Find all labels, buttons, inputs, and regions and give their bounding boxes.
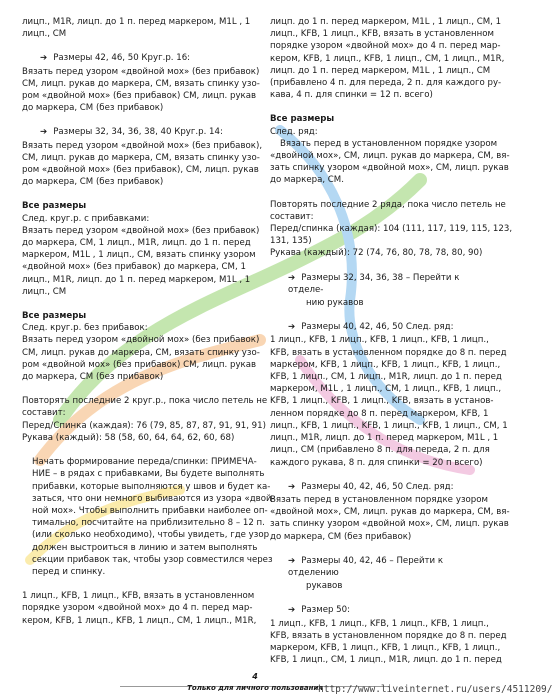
page-number: 4 (252, 672, 258, 681)
text-line: KFB, 1 лицп., СМ, 1 лицп., M1R, лицп. до 1 п. перед (270, 655, 502, 666)
sizes-32-38-separate (270, 272, 488, 310)
text-line: След. ряд: (270, 126, 318, 137)
section-title: Все размеры (270, 114, 335, 125)
text-line: лицп., KFB, 1 лицп., KFB, вязать в установленном (270, 29, 495, 40)
text-line: лицп. до 1 п. перед маркером, M1L , 1 лицп., СМ, 1 (270, 17, 502, 27)
section-title: Все размеры (22, 311, 87, 322)
text-line: заться, что они немного выбиваются из узора «двой- (32, 493, 275, 504)
text-line: Повторять последние 2 круг.р., пока число петель не (22, 396, 268, 407)
section-heading-cont: нию рукавов (306, 298, 364, 309)
section-title: Все размеры (22, 201, 87, 212)
all-sizes-block (270, 113, 510, 186)
text-line: ленном порядке до 8 п. перед маркером, KFB, 1 (270, 408, 489, 419)
section-heading: ➔ Размеры 32, 34, 36, 38 – Перейти к отделе- (288, 272, 460, 295)
text-line: Вязать перед узором «двойной мох» (без прибавок), (22, 140, 263, 151)
text-line: 1 лицп., KFB, 1 лицп., KFB, вязать в установленном (22, 591, 255, 602)
section-heading: ➔ Размер 50: (288, 605, 351, 616)
arrow-icon: ➔ (288, 605, 296, 616)
text-line: ной мох». Чтобы выполнить прибавки наиболее оп- (32, 505, 268, 516)
text-line: НИЕ – в рядах с прибавками, Вы будете выполнять (32, 469, 265, 480)
all-sizes-plain-block (22, 310, 260, 383)
left-column (22, 16, 275, 639)
text-line: лицп., СМ (22, 29, 67, 40)
text-line: ром «двойной мох» (без прибавок) СМ, лицп. рукав (22, 359, 257, 370)
text-line: до маркера, СМ (без прибавок) (270, 531, 412, 542)
text-line: зать спинку узором «двойной мох», СМ, лицп. рукав (270, 163, 509, 174)
all-sizes-increase-block (22, 200, 260, 298)
text-line: Вязать перед в установленном порядке узором (270, 494, 488, 505)
arrow-icon: ➔ (288, 322, 296, 333)
text-line: «двойной мох», СМ, лицп. рукав до маркера, СМ, вя- (270, 151, 510, 162)
text-line: кером, KFB, 1 лицп., KFB, 1 лицп., СМ, 1 лицп., M1R, (22, 615, 257, 626)
text-line: СМ, лицп. рукав до маркера, СМ, вязать спинку узо- (22, 78, 260, 89)
right-column (270, 16, 513, 678)
text-line: Вязать перед в установленном порядке узором (280, 138, 498, 149)
stitch-count-front-back: Перед/Спинка (каждая): 76 (79, 85, 87, 87, 91, 91, 91) (22, 420, 266, 431)
text-line: тимально, посчитайте на приблизительно 8 – 12 п. (32, 518, 265, 529)
text-line: должен выстроиться в линию и затем выполнять (32, 542, 258, 553)
sizes-40-50-plain (270, 481, 510, 543)
arrow-icon: ➔ (288, 481, 296, 492)
text-line: секции прибавок так, чтобы узор совместился через (32, 554, 273, 565)
continued-text (270, 16, 505, 101)
text-line: ром «двойной мох» (без прибавок) СМ, лицп. рукав (22, 91, 257, 102)
text-line: ром «двойной мох» (без прибавок), СМ, лицп. рукав (22, 165, 259, 176)
stitch-count-sleeves: Рукава (каждый): 58 (58, 60, 64, 64, 62, 60, 68) (22, 432, 235, 443)
text-line: маркером, KFB, 1 лицп., KFB, 1 лицп., KFB, 1 лицп., (270, 359, 501, 370)
repeat-block-right (270, 199, 513, 260)
intro-text (22, 16, 251, 40)
footer-note: Только для личного пользования (187, 684, 323, 692)
watermark-url: http://www.liveinternet.ru/users/4511209/ (318, 684, 553, 695)
sizes-40-50-increase (270, 321, 508, 468)
text-line: лицп., M1R, лицп. до 1 п. перед маркером, M1L , 1 (22, 274, 251, 285)
text-line: KFB, вязать в установленном порядке до 8 п. перед (270, 630, 507, 641)
text-line: лицп., KFB, 1 лицп., KFB, 1 лицп., KFB, 1 лицп., СМ, 1 (270, 420, 508, 431)
text-line: Вязать перед узором «двойной мох» (без прибавок) (22, 225, 260, 236)
text-line: маркером, KFB, 1 лицп., KFB, 1 лицп., KFB, 1 лицп., (270, 642, 501, 653)
arrow-icon: ➔ (40, 53, 48, 64)
text-line: лицп., M1R, лицп. до 1 п. перед маркером, M1L , 1 (270, 433, 499, 444)
arrow-icon: ➔ (288, 272, 296, 283)
text-line: до маркера, СМ (без прибавок) (22, 372, 164, 383)
text-line: KFB, вязать в установленном порядке до 8 п. перед (270, 347, 507, 358)
text-line: лицп., M1R, лицп. до 1 п. перед маркером, M1L , 1 (22, 17, 251, 27)
text-line: зать спинку узором «двойной мох», СМ, лицп. рукав (270, 519, 509, 530)
text-line: прибавки, которые выполняются у швов и будет ка- (32, 481, 271, 492)
text-line: составит: (22, 408, 66, 419)
text-line: СМ, лицп. рукав до маркера, СМ, вязать спинку узо- (22, 152, 260, 163)
text-line: лицп. до 1 п. перед маркером, M1L , 1 лицп., СМ (270, 65, 491, 76)
size-50-block (270, 604, 507, 666)
text-line: «двойной мох» (без прибавок) до маркера, СМ, 1 (22, 262, 246, 273)
section-heading: ➔ Размеры 42, 46, 50 Круг.р. 16: (40, 53, 191, 64)
text-line: След. круг.р. без прибавок: (22, 323, 148, 334)
section-heading: ➔ Размеры 40, 42, 46 – Перейти к отделению (288, 555, 444, 578)
text-line: перед и спинку. (32, 566, 106, 577)
text-line: (или сколько необходимо), чтобы увидеть, где узор (32, 530, 270, 541)
text-line: порядке узором «двойной мох» до 4 п. перед мар- (270, 41, 501, 52)
text-line: Повторять последние 2 ряда, пока число петель не (270, 199, 506, 210)
text-line: кава, 4 п. для спинки = 12 п. всего) (270, 90, 433, 101)
text-line: каждого рукава, 8 п. для спинки = 20 п всего) (270, 457, 483, 468)
text-line: Начать формирование переда/спинки: ПРИМЕЧА- (32, 457, 257, 468)
section-heading: ➔ Размеры 40, 42, 46, 50 След. ряд: (288, 322, 454, 333)
section-heading: ➔ Размеры 32, 34, 36, 38, 40 Круг.р. 14: (40, 127, 223, 138)
text-line: След. круг.р. с прибавками: (22, 213, 150, 224)
text-line: Вязать перед узором «двойной мох» (без прибавок) (22, 335, 260, 346)
sizes-40-46-separate (270, 555, 488, 593)
text-line: «двойной мох», СМ, лицп. рукав до маркера, СМ, вя- (270, 507, 510, 518)
text-line: 1 лицп., KFB, 1 лицп., KFB, 1 лицп., KFB, 1 лицп., (270, 335, 489, 346)
text-line: Вязать перед узором «двойной мох» (без прибавок) (22, 66, 260, 77)
text-line: до маркера, СМ. (270, 175, 344, 186)
text-line: 131, 135) (270, 236, 312, 247)
text-line: маркером, M1L , 1 лицп., СМ, 1 лицп., KFB, 1 лицп., (270, 384, 502, 395)
shaping-note-block (22, 456, 275, 578)
text-line: (прибавлено 4 п. для переда, 2 п. для каждого ру- (270, 78, 502, 89)
text-line: KFB, 1 лицп., СМ, 1 лицп., M1R, лицп. до 1 п. перед (270, 372, 502, 383)
sizes-42-50-block (22, 52, 260, 114)
sizes-32-40-block (22, 126, 263, 188)
repeat-block (22, 395, 268, 444)
text-line: порядке узором «двойной мох» до 4 п. перед мар- (22, 603, 253, 614)
arrow-icon: ➔ (288, 555, 296, 566)
arrow-icon: ➔ (40, 127, 48, 138)
stitch-count-front-back: Перед/спинка (каждая): 104 (111, 117, 119, 115, 123, (270, 224, 513, 235)
section-heading-cont: рукавов (306, 581, 343, 592)
text-line: составит: (270, 211, 314, 222)
increase-row-block (22, 590, 257, 627)
text-line: KFB, 1 лицп., KFB, 1 лицп., KFB, вязать в установ- (270, 396, 494, 407)
text-line: до маркера, СМ (без прибавок) (22, 177, 164, 188)
text-line: маркером, M1L , 1 лицп., СМ, вязать спинку узором (22, 250, 256, 261)
text-line: кером, KFB, 1 лицп., KFB, 1 лицп., СМ, 1 лицп., M1R, (270, 53, 505, 64)
text-line: до маркера, СМ, 1 лицп., M1R, лицп. до 1 п. перед (22, 238, 251, 249)
text-line: СМ, лицп. рукав до маркера, СМ, вязать спинку узо- (22, 347, 260, 358)
text-line: 1 лицп., KFB, 1 лицп., KFB, 1 лицп., KFB, 1 лицп., (270, 618, 489, 629)
text-line: лицп., СМ (прибавлено 8 п. для переда, 2 п. для (270, 445, 490, 456)
text-line: до маркера, СМ (без прибавок) (22, 103, 164, 114)
stitch-count-sleeves: Рукава (каждый): 72 (74, 76, 80, 78, 78, 80, 90) (270, 248, 483, 259)
text-line: лицп., СМ (22, 286, 67, 297)
section-heading: ➔ Размеры 40, 42, 46, 50 След. ряд: (288, 481, 454, 492)
